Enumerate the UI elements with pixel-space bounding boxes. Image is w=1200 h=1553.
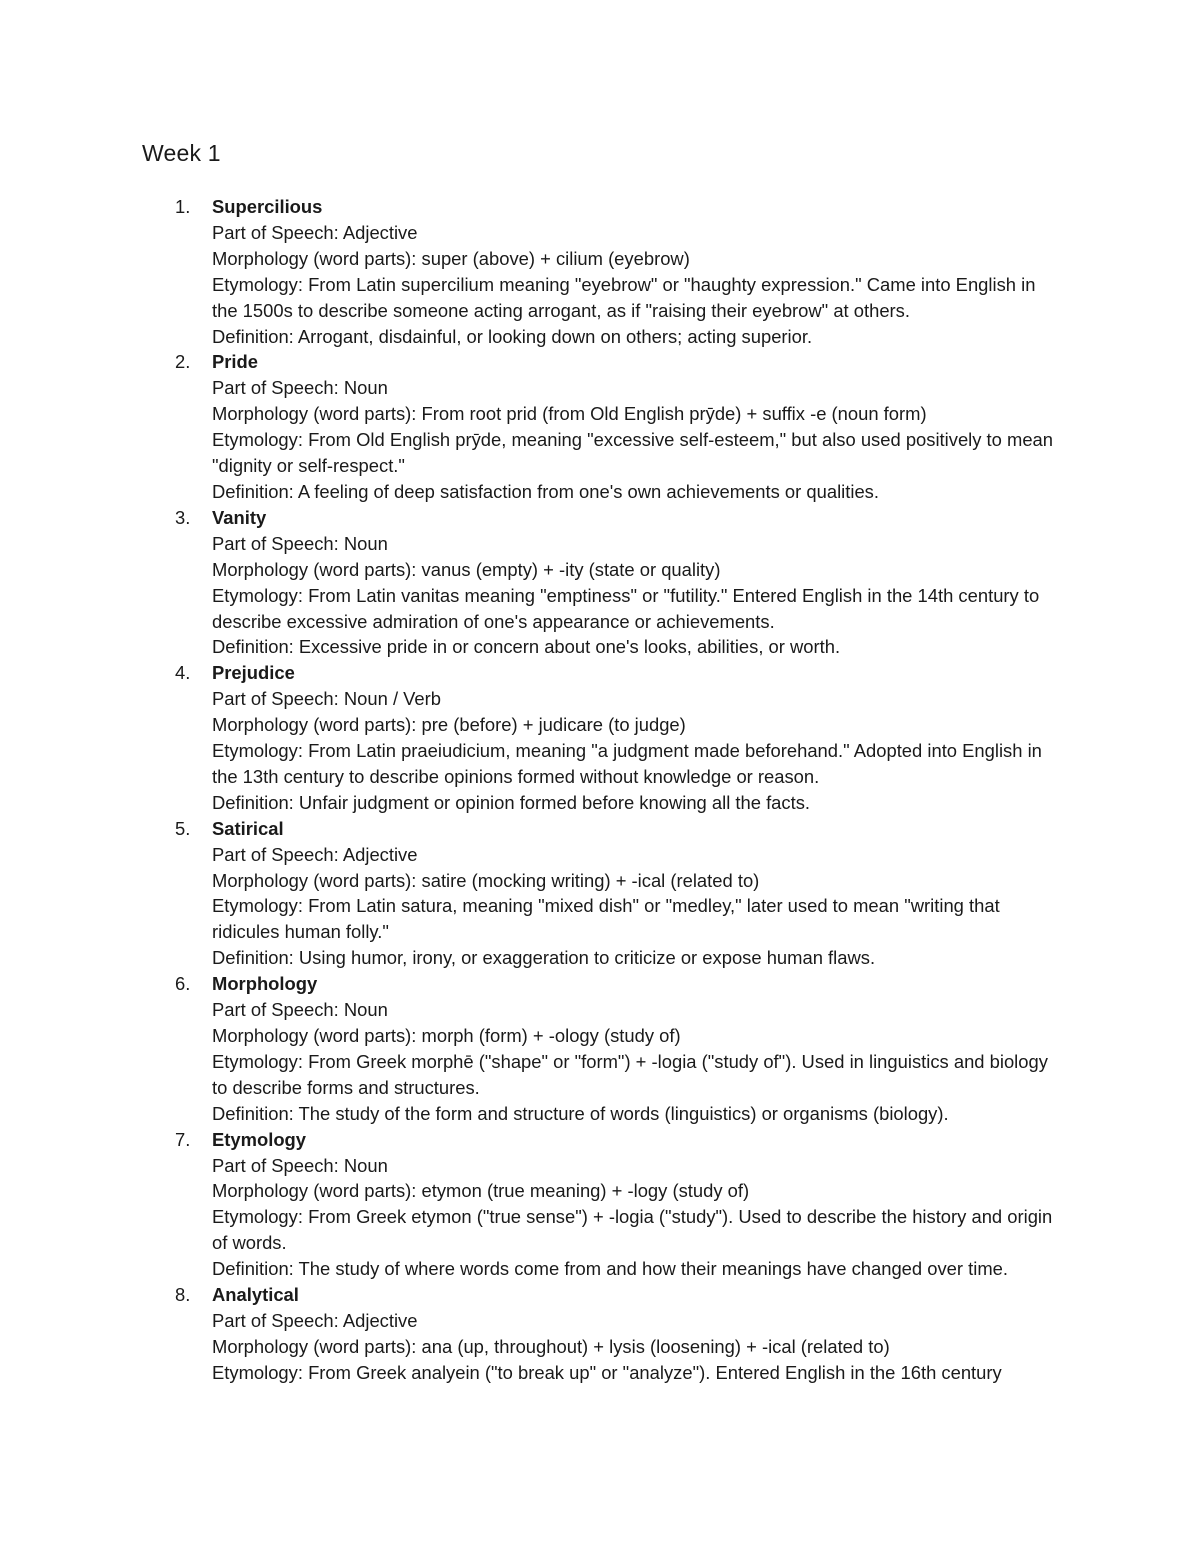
definition-line: Definition: Unfair judgment or opinion formed before knowing all the facts.	[212, 791, 811, 813]
etymology-line: Etymology: From Greek etymon ("true sense") + -logia ("study"). Used to describe the history and origin of words.	[212, 1206, 1053, 1254]
item-number: 1.	[175, 196, 191, 217]
page-heading: Week 1	[142, 140, 221, 166]
vocabulary-term: Pride	[212, 351, 258, 373]
morphology-line: Morphology (word parts): etymon (true meaning) + -logy (study of)	[212, 1180, 750, 1202]
vocabulary-term: Prejudice	[212, 662, 295, 684]
list-item	[142, 660, 1062, 815]
vocabulary-term: Satirical	[212, 817, 284, 839]
item-number: 7.	[175, 1128, 191, 1150]
etymology-line: Etymology: From Latin vanitas meaning "emptiness" or "futility." Entered English in the 14th century to describe excessive admiration of one's appearance or achievements.	[212, 584, 1040, 632]
etymology-line: Etymology: From Greek morphē ("shape" or "form") + -logia ("study of"). Used in linguistics and biology to describe forms and structures.	[212, 1050, 1048, 1098]
part-of-speech: Part of Speech: Noun	[212, 1154, 388, 1176]
part-of-speech: Part of Speech: Noun / Verb	[212, 688, 442, 710]
vocabulary-term: Etymology	[212, 1128, 307, 1150]
part-of-speech: Part of Speech: Noun	[212, 532, 388, 554]
part-of-speech: Part of Speech: Adjective	[212, 1309, 418, 1331]
definition-line: Definition: Arrogant, disdainful, or looking down on others; acting superior.	[212, 325, 813, 347]
definition-line: Definition: The study of the form and structure of words (linguistics) or organisms (biology).	[212, 1102, 949, 1124]
definition-line: Definition: Using humor, irony, or exaggeration to criticize or expose human flaws.	[212, 947, 876, 969]
vocabulary-term: Morphology	[212, 973, 318, 995]
vocabulary-term: Analytical	[212, 1284, 299, 1306]
definition-line: Definition: Excessive pride in or concern about one's looks, abilities, or worth.	[212, 636, 841, 658]
vocabulary-list	[142, 194, 1062, 1386]
etymology-line: Etymology: From Latin praeiudicium, meaning "a judgment made beforehand." Adopted into English in the 13th century to describe opinions formed without knowledge or reason.	[212, 740, 1042, 787]
item-number: 3.	[175, 506, 191, 528]
morphology-line: Morphology (word parts): super (above) + cilium (eyebrow)	[212, 247, 690, 269]
morphology-line: Morphology (word parts): pre (before) + judicare (to judge)	[212, 714, 686, 736]
item-number: 5.	[175, 817, 191, 839]
morphology-line: Morphology (word parts): vanus (empty) + -ity (state or quality)	[212, 558, 721, 580]
etymology-line: Etymology: From Greek analyein ("to break up" or "analyze"). Entered English in the 16th century	[212, 1361, 1002, 1383]
etymology-line: Etymology: From Latin satura, meaning "mixed dish" or "medley," later used to mean "writing that ridicules human folly."	[212, 895, 1000, 943]
vocabulary-term: Supercilious	[212, 196, 323, 217]
morphology-line: Morphology (word parts): satire (mocking writing) + -ical (related to)	[212, 869, 760, 891]
part-of-speech: Part of Speech: Adjective	[212, 843, 418, 865]
list-item	[142, 505, 1062, 660]
item-number: 2.	[175, 351, 191, 373]
list-item	[142, 971, 1062, 1126]
part-of-speech: Part of Speech: Noun	[212, 999, 388, 1021]
part-of-speech: Part of Speech: Noun	[212, 377, 388, 399]
morphology-line: Morphology (word parts): morph (form) + -ology (study of)	[212, 1025, 681, 1046]
list-item	[142, 816, 1062, 971]
item-number: 8.	[175, 1284, 191, 1306]
list-item	[142, 194, 1062, 349]
list-item	[142, 1127, 1062, 1282]
etymology-line: Etymology: From Latin supercilium meaning "eyebrow" or "haughty expression." Came into English in the 1500s to describe someone acting arrogant, as if "raising their eyebrow" at others.	[212, 273, 1036, 321]
morphology-line: Morphology (word parts): ana (up, throughout) + lysis (loosening) + -ical (related to)	[212, 1335, 890, 1357]
definition-line: Definition: A feeling of deep satisfaction from one's own achievements or qualities.	[212, 480, 879, 502]
item-number: 4.	[175, 662, 191, 684]
definition-line: Definition: The study of where words come from and how their meanings have changed over time.	[212, 1258, 1008, 1280]
etymology-line: Etymology: From Old English prȳde, meaning "excessive self-esteem," but also used positively to mean "dignity or self-respect."	[212, 429, 1054, 477]
item-number: 6.	[175, 973, 191, 995]
part-of-speech: Part of Speech: Adjective	[212, 221, 418, 243]
list-item	[142, 1282, 1062, 1386]
morphology-line: Morphology (word parts): From root prid (from Old English prȳde) + suffix -e (noun form)	[212, 403, 927, 425]
list-item	[142, 349, 1062, 504]
vocabulary-term: Vanity	[212, 506, 267, 528]
